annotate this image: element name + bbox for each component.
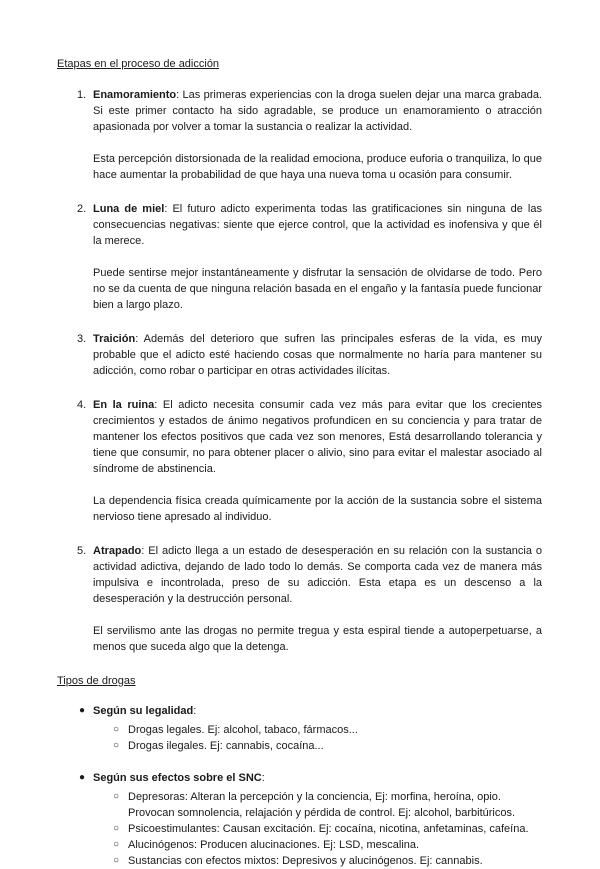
types-subitem-text: Psicoestimulantes: Causan excitación. Ej: cocaína, nicotina, anfetaminas, cafeína. — [128, 823, 529, 835]
stage-term: Traición — [93, 333, 136, 345]
stage-term: En la ruina — [93, 399, 155, 411]
circle-bullet-icon: ○ — [113, 724, 120, 735]
stage-text: : El adicto necesita consumir cada vez más para evitar que los crecientes crecimientos y estados de ánimo negativos profundicen en su conciencia y para tratar de mantener los efectos positivos que cada vez son menores, Está desarrollando tolerancia y tiene que consumir, no para obtener placer o alivio, sino para evitar el malestar asociado al síndrome de abstinencia. — [93, 399, 542, 475]
types-group — [57, 703, 542, 754]
types-group-heading: Según sus efectos sobre el SNC — [93, 772, 262, 784]
stage-term: Atrapado — [93, 545, 142, 557]
types-group — [57, 770, 542, 869]
bullet-icon: ● — [79, 705, 86, 716]
stage-item — [57, 397, 542, 525]
stage-number: 4. — [77, 399, 87, 411]
types-group-colon: : — [193, 705, 197, 717]
types-subitem-text: Drogas ilegales. Ej: cannabis, cocaína... — [128, 740, 324, 752]
bullet-icon: ● — [79, 772, 86, 783]
stage-text: : Además del deterioro que sufren las principales esferas de la vida, es muy probable que el adicto esté haciendo cosas que normalmente no haría para mantener su adicción, como robar o participar en otras actividades ilícitas. — [93, 333, 542, 377]
types-list — [57, 703, 542, 869]
stage-paragraph — [93, 397, 542, 477]
stage-item — [57, 331, 542, 379]
stage-text: : Las primeras experiencias con la droga suelen dejar una marca grabada. Si este primer contacto ha sido agradable, se produce un enamoramiento o atracción apasionada por volver a tomar la sustancia o realizar la actividad. — [93, 89, 542, 133]
stage-number: 1. — [77, 89, 87, 101]
stages-section-title: Etapas en el proceso de adicción — [57, 58, 220, 70]
types-group-heading: Según su legalidad — [93, 705, 194, 717]
types-subitem-text: Sustancias con efectos mixtos: Depresivos y alucinógenos. Ej: cannabis. — [128, 855, 483, 867]
circle-bullet-icon: ○ — [113, 740, 120, 751]
circle-bullet-icon: ○ — [113, 855, 120, 866]
circle-bullet-icon: ○ — [113, 839, 120, 850]
stage-number: 5. — [77, 545, 87, 557]
types-sublist — [93, 722, 542, 754]
types-subitem — [93, 789, 542, 821]
types-subitem-text: Depresoras: Alteran la percepción y la conciencia, Ej: morfina, heroína, opio. Provocan somnolencia, relajación y pérdida de control. Ej: alcohol, barbitúricos. — [128, 791, 516, 819]
stage-text: : El futuro adicto experimenta todas las gratificaciones sin ninguna de las consecuencias negativas: siente que ejerce control, que la actividad es inofensiva y que él la merece. — [93, 203, 542, 247]
stage-paragraph-extra: Puede sentirse mejor instantáneamente y disfrutar la sensación de olvidarse de todo. Pero no se da cuenta de que ninguna relación basada en el engaño y la fantasía puede funcionar bien a largo plazo. — [93, 267, 542, 311]
stage-paragraph — [93, 543, 542, 607]
stage-item — [57, 543, 542, 655]
stage-item — [57, 201, 542, 313]
stage-paragraph — [93, 331, 542, 379]
stage-number: 2. — [77, 203, 87, 215]
circle-bullet-icon: ○ — [113, 823, 120, 834]
types-group-colon: : — [261, 772, 265, 784]
stage-paragraph-extra: Esta percepción distorsionada de la realidad emociona, produce euforia o tranquiliza, lo que hace aumentar la probabilidad de que haya una nueva toma u ocasión para consumir. — [93, 153, 542, 181]
types-section-title: Tipos de drogas — [57, 675, 136, 687]
stage-paragraph — [93, 201, 542, 249]
stage-paragraph-extra: La dependencia física creada químicamente por la acción de la sustancia sobre el sistema nervioso tiene apresado al individuo. — [93, 495, 542, 523]
stage-item — [57, 87, 542, 183]
stage-paragraph — [93, 87, 542, 135]
stage-number: 3. — [77, 333, 87, 345]
types-subitem — [93, 722, 542, 738]
types-sublist — [93, 789, 542, 869]
types-subitem — [93, 837, 542, 853]
circle-bullet-icon: ○ — [113, 791, 120, 802]
types-subitem — [93, 738, 542, 754]
stage-term: Enamoramiento — [93, 89, 177, 101]
types-subitem-text: Alucinógenos: Producen alucinaciones. Ej: LSD, mescalina. — [128, 839, 420, 851]
types-subitem — [93, 853, 542, 869]
types-subitem-text: Drogas legales. Ej: alcohol, tabaco, fármacos... — [128, 724, 358, 736]
stage-term: Luna de miel — [93, 203, 165, 215]
stages-list — [57, 87, 542, 655]
stage-paragraph-extra: El servilismo ante las drogas no permite tregua y esta espiral tiende a autoperpetuarse, a menos que suceda algo que la detenga. — [93, 625, 542, 653]
stage-text: : El adicto llega a un estado de desesperación en su relación con la sustancia o actividad adictiva, dejando de lado todo lo demás. Se comporta cada vez de manera más impulsiva e incontrolada, preso de su adicción. Esta etapa es un descenso a la desesperación y la destrucción personal. — [93, 545, 542, 605]
types-subitem — [93, 821, 542, 837]
